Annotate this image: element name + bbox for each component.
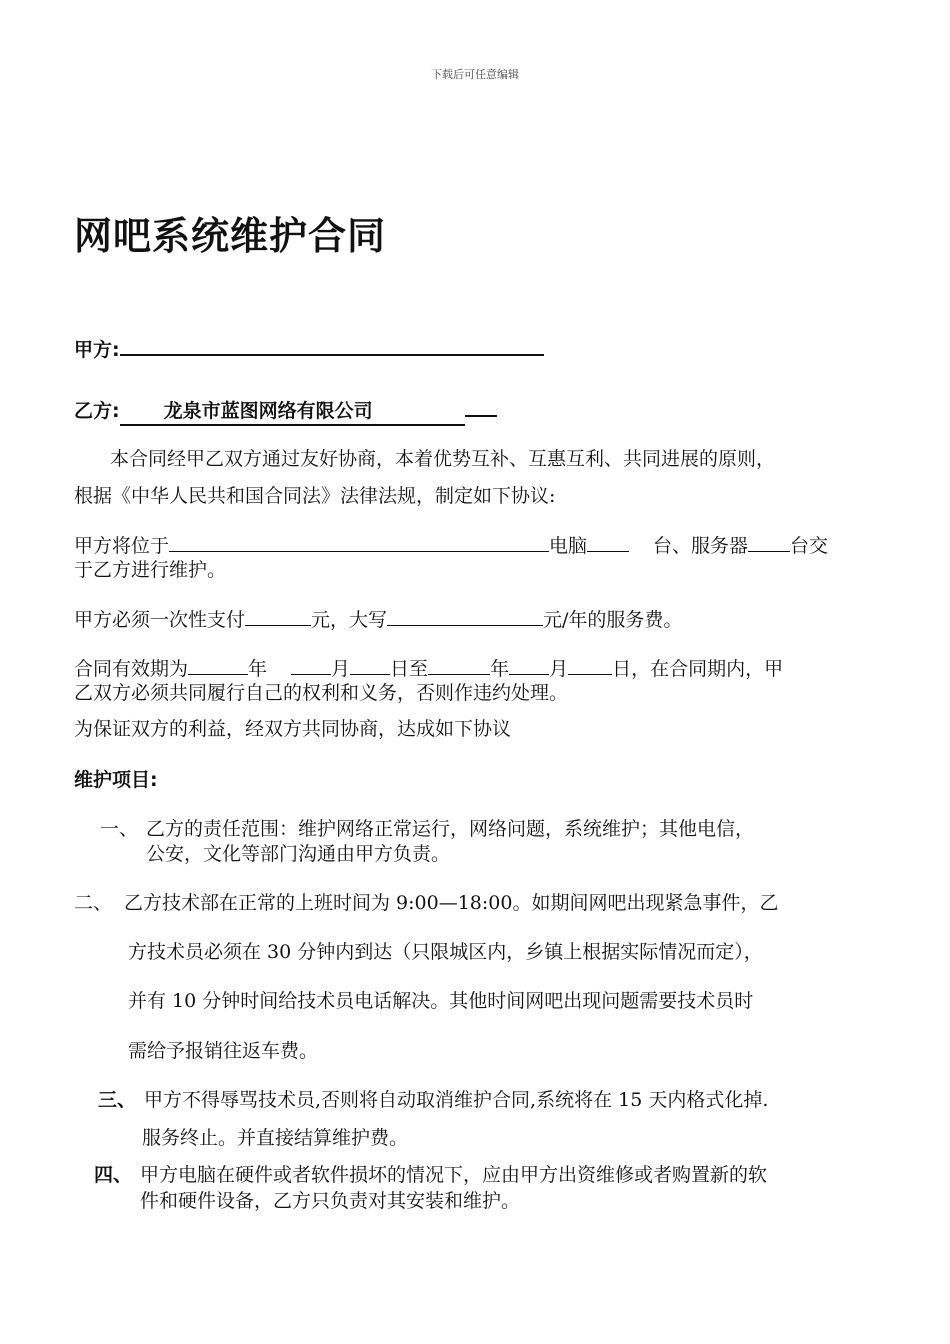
item-4-number: 四、 (94, 1164, 133, 1186)
period-month: 月 (331, 658, 351, 680)
party-b-gap (465, 397, 473, 417)
party-a-label: 甲方: (74, 339, 120, 361)
agreement-line: 为保证双方的利益，经双方共同协商，达成如下协议 (74, 718, 512, 740)
payment-amount-blank (245, 607, 311, 626)
party-a-blank (120, 336, 544, 356)
pc-count-blank (587, 533, 629, 552)
item-1-line-1: 乙方的责任范围：维护网络正常运行，网络问题，系统维护；其他电信， (146, 818, 755, 840)
item-4-line-1: 甲方电脑在硬件或者软件损坏的情况下，应由甲方出资维修或者购置新的软 (140, 1164, 768, 1186)
intro-line-2: 根据《中华人民共和国合同法》法律法规，制定如下协议: (74, 485, 556, 507)
start-day-blank (350, 656, 390, 675)
payment-capital-blank (387, 607, 543, 626)
payment-suffix: 元/年的服务费。 (543, 609, 683, 631)
header-note: 下载后可任意编辑 (431, 68, 519, 81)
period-month2: 月 (549, 658, 569, 680)
start-year-blank (188, 656, 248, 675)
item-3-line-2: 服务终止。并直接结算维护费。 (142, 1127, 409, 1149)
party-b-line (74, 397, 497, 426)
item-3-line-1: 甲方不得辱骂技术员,否则将自动取消维护合同,系统将在 15 天内格式化掉. (144, 1089, 769, 1111)
location-blank (169, 533, 549, 552)
period-year2: 年 (490, 658, 510, 680)
start-month-blank (291, 656, 331, 675)
item-2-line-4: 需给予报销往返车费。 (128, 1040, 319, 1062)
item-1-line-2: 公安，文化等部门沟通由甲方负责。 (146, 843, 451, 865)
party-b-name: 龙泉市蓝图网络有限公司 (163, 400, 373, 422)
item-3-number: 三、 (98, 1089, 137, 1111)
location-pc: 电脑 (549, 535, 588, 557)
item-2-line-3: 并有 10 分钟时间给技术员电话解决。其他时间网吧出现问题需要技术员时 (128, 990, 754, 1012)
period-line-2: 乙双方必须共同履行自己的权利和义务，否则作违约处理。 (74, 682, 569, 704)
party-a-line (74, 336, 544, 363)
item-1-number: 一、 (100, 818, 139, 840)
party-b-tail-blank (473, 397, 497, 417)
end-year-blank (428, 656, 490, 675)
location-unit2: 台交 (790, 535, 829, 557)
period-prefix: 合同有效期为 (74, 658, 189, 680)
location-line-1 (74, 533, 828, 559)
maintenance-heading: 维护项目: (74, 769, 158, 791)
end-month-blank (509, 656, 549, 675)
party-b-label: 乙方: (74, 400, 120, 422)
intro-line-1: 本合同经甲乙双方通过友好协商，本着优势互补、互惠互利、共同进展的原则， (110, 448, 776, 470)
document-title: 网吧系统维护合同 (74, 214, 387, 258)
server-count-blank (748, 533, 790, 552)
period-day-to: 日至 (390, 658, 429, 680)
location-prefix: 甲方将位于 (74, 535, 170, 557)
end-day-blank (568, 656, 612, 675)
period-day2: 日，在合同期内，甲 (612, 658, 784, 680)
period-year: 年 (248, 658, 268, 680)
payment-prefix: 甲方必须一次性支付 (74, 609, 246, 631)
payment-yuan: 元，大写 (311, 609, 388, 631)
item-2-line-1: 乙方技术部在正常的上班时间为 9:00—18:00。如期间网吧出现紧急事件，乙 (124, 892, 779, 914)
period-line-1 (74, 656, 783, 682)
location-unit: 台、服务器 (653, 535, 749, 557)
item-4-line-2: 件和硬件设备，乙方只负责对其安装和维护。 (140, 1190, 521, 1212)
location-line-2: 于乙方进行维护。 (74, 559, 227, 581)
party-b-name-field (120, 398, 465, 426)
payment-line (74, 607, 682, 633)
item-2-line-2: 方技术员必须在 30 分钟内到达（只限城区内，乡镇上根据实际情况而定）， (128, 941, 763, 963)
item-2-number: 二、 (74, 892, 113, 914)
